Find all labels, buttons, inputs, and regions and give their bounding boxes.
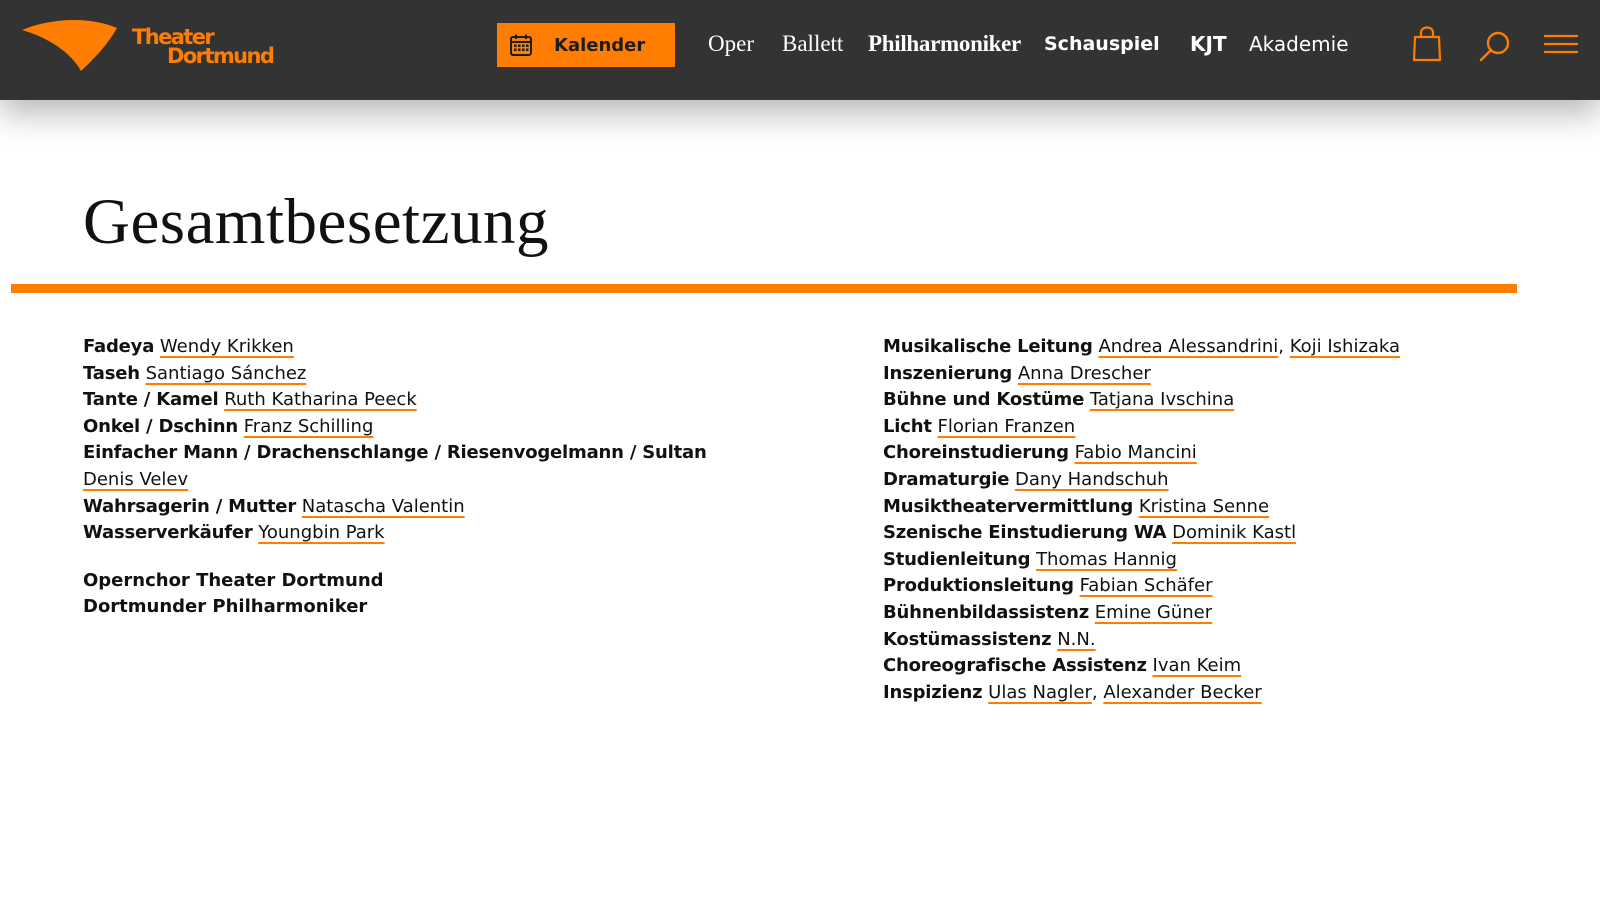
credit-role: Musiktheatervermittlung <box>883 495 1134 517</box>
credit-row <box>883 573 1563 600</box>
person-link[interactable]: Franz Schilling <box>243 415 374 437</box>
ensemble-groups <box>83 568 803 621</box>
person-link[interactable]: Ruth Katharina Peeck <box>224 389 417 411</box>
credit-role: Taseh <box>83 362 140 384</box>
cast-rows <box>83 334 803 547</box>
credit-role: Inspizienz <box>883 681 983 703</box>
person-link[interactable]: Alexander Becker <box>1103 681 1262 703</box>
credit-row <box>883 387 1563 414</box>
theater-dortmund-logo[interactable] <box>20 16 290 76</box>
credit-row <box>883 494 1563 521</box>
logo-line-1: Theater <box>132 25 214 49</box>
credit-role: Musikalische Leitung <box>883 336 1093 357</box>
page-title: Gesamtbesetzung <box>83 186 549 258</box>
credit-role: Licht <box>883 415 932 437</box>
credit-role: Tante / Kamel <box>83 389 219 411</box>
credit-row <box>83 334 803 361</box>
person-link[interactable]: Florian Franzen <box>937 415 1076 437</box>
person-link[interactable]: Kristina Senne <box>1138 495 1270 517</box>
nav-schauspiel[interactable]: Schauspiel <box>1044 33 1160 55</box>
person-link[interactable]: Dominik Kastl <box>1172 522 1297 544</box>
credit-role: Wahrsagerin / Mutter <box>83 495 296 517</box>
nav-philharmoniker[interactable]: Philharmoniker <box>868 31 1021 56</box>
credit-row <box>883 334 1563 361</box>
theater-dortmund-wing-logo-icon <box>20 16 120 74</box>
person-link[interactable]: Koji Ishizaka <box>1289 336 1401 357</box>
search-button[interactable] <box>1478 30 1512 65</box>
logo-wordmark <box>132 25 292 68</box>
person-link[interactable]: Ulas Nagler <box>988 681 1092 703</box>
credit-row <box>83 440 803 493</box>
credit-row <box>883 520 1563 547</box>
search-icon <box>1478 30 1512 62</box>
person-link[interactable]: Wendy Krikken <box>159 336 294 357</box>
person-link[interactable]: Andrea Alessandrini <box>1098 336 1279 357</box>
logo-line-2: Dortmund <box>167 44 274 68</box>
creative-team-list <box>883 334 1563 706</box>
calendar-button-label: Kalender <box>554 34 646 56</box>
person-link[interactable]: Tatjana Ivschina <box>1089 389 1235 411</box>
credit-role: Produktionsleitung <box>883 575 1074 597</box>
person-link[interactable]: Anna Drescher <box>1017 362 1151 384</box>
team-rows <box>883 334 1563 706</box>
calendar-button[interactable] <box>497 23 675 67</box>
site-header <box>0 0 1600 100</box>
cast-list <box>83 334 803 621</box>
person-link[interactable]: Fabio Mancini <box>1074 442 1197 464</box>
person-link[interactable]: Thomas Hannig <box>1036 548 1177 570</box>
person-link[interactable]: Youngbin Park <box>258 522 385 544</box>
credit-row <box>83 494 803 521</box>
nav-oper[interactable]: Oper <box>708 31 754 56</box>
credit-role: Inszenierung <box>883 362 1013 384</box>
credit-row <box>883 653 1563 680</box>
person-link[interactable]: N.N. <box>1057 628 1096 650</box>
credit-role: Dramaturgie <box>883 468 1010 490</box>
credit-role: Kostümassistenz <box>883 628 1052 650</box>
credit-row <box>83 361 803 388</box>
credit-row <box>883 361 1563 388</box>
person-link[interactable]: Natascha Valentin <box>301 495 465 517</box>
credit-role: Szenische Einstudierung WA <box>883 522 1167 544</box>
credit-row <box>883 680 1563 707</box>
person-link[interactable]: Dany Handschuh <box>1014 468 1169 490</box>
credit-role: Wasserverkäufer <box>83 522 253 544</box>
credit-role: Bühne und Kostüme <box>883 389 1085 411</box>
credit-row <box>883 440 1563 467</box>
name-separator: , <box>1091 681 1104 703</box>
person-link[interactable]: Ivan Keim <box>1152 655 1242 677</box>
credit-role: Fadeya <box>83 336 155 357</box>
credit-wrap <box>83 467 803 494</box>
credit-role: Studienleitung <box>883 548 1031 570</box>
credit-row <box>883 627 1563 654</box>
name-separator: , <box>1278 336 1290 357</box>
group-opernchor: Opernchor Theater Dortmund <box>83 569 384 591</box>
cart-button[interactable] <box>1412 26 1442 65</box>
credit-row <box>83 414 803 441</box>
title-divider <box>11 284 1517 293</box>
credit-role: Choreografische Assistenz <box>883 655 1147 677</box>
shopping-bag-icon <box>1412 26 1442 62</box>
nav-ballett[interactable]: Ballett <box>782 31 844 56</box>
hamburger-menu-icon <box>1543 34 1579 56</box>
credit-row <box>883 467 1563 494</box>
person-link[interactable]: Santiago Sánchez <box>145 362 307 384</box>
credit-role: Bühnenbildassistenz <box>883 601 1090 623</box>
credit-role: Einfacher Mann / Drachenschlange / Riesenvogelmann / Sultan <box>83 442 707 464</box>
credit-role: Onkel / Dschinn <box>83 415 239 437</box>
credit-row <box>883 600 1563 627</box>
credit-role: Choreinstudierung <box>883 442 1069 464</box>
credit-row <box>83 387 803 414</box>
calendar-icon <box>509 33 533 57</box>
credit-row <box>883 547 1563 574</box>
credit-row <box>83 520 803 547</box>
person-link[interactable]: Emine Güner <box>1094 601 1213 623</box>
nav-akademie[interactable]: Akademie <box>1249 32 1349 56</box>
nav-kjt[interactable]: KJT <box>1190 32 1227 56</box>
person-link[interactable]: Denis Velev <box>83 468 189 490</box>
person-link[interactable]: Fabian Schäfer <box>1079 575 1213 597</box>
menu-button[interactable] <box>1543 34 1579 59</box>
credit-row <box>883 414 1563 441</box>
group-philharmoniker: Dortmunder Philharmoniker <box>83 596 368 618</box>
